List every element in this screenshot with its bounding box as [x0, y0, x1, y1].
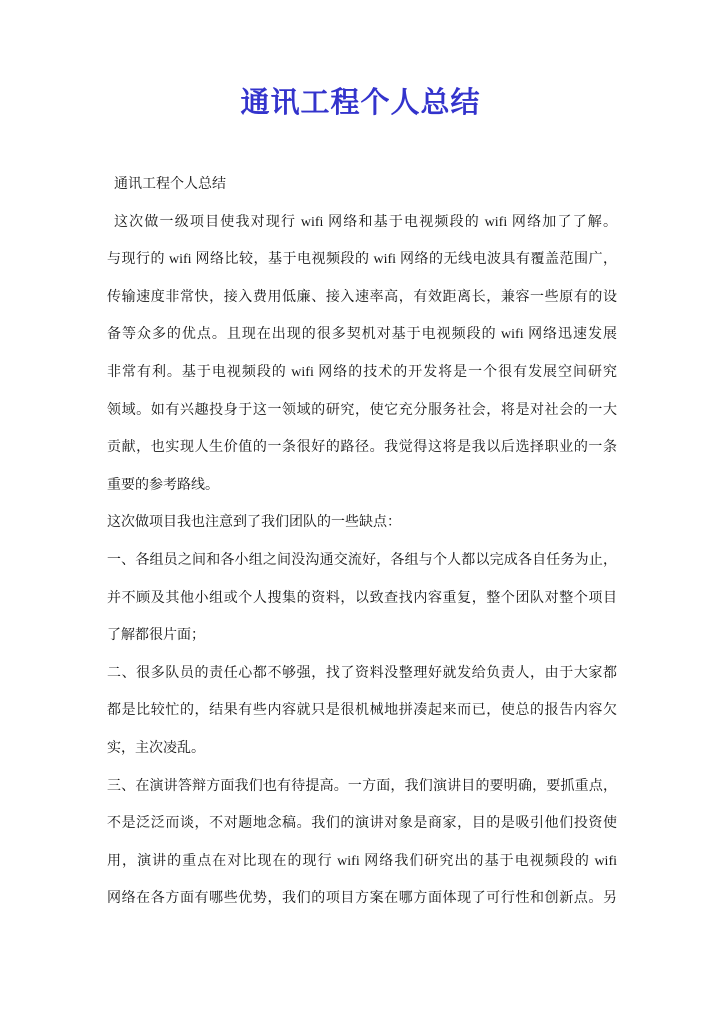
document-body — [107, 166, 617, 918]
text-line: 二、很多队员的责任心都不够强，找了资料没整理好就发给负责人，由于大家都 — [107, 665, 617, 681]
text-line: 重要的参考路线。 — [107, 477, 219, 493]
text-line: 领域。如有兴趣投身于这一领域的研究，使它充分服务社会，将是对社会的一大 — [107, 402, 617, 418]
text-line: 非常有利。基于电视频段的 wifi 网络的技术的开发将是一个很有发展空间研究 — [107, 364, 617, 380]
text-line: 了解都很片面； — [107, 628, 205, 644]
text-line: 三、在演讲答辩方面我们也有待提高。一方面，我们演讲目的要明确，要抓重点， — [107, 778, 617, 794]
text-line: 这次做项目我也注意到了我们团队的一些缺点： — [107, 515, 401, 531]
text-line: 与现行的 wifi 网络比较，基于电视频段的 wifi 网络的无线电波具有覆盖范围广， — [107, 252, 617, 268]
text-line: 都是比较忙的，结果有些内容就只是很机械地拼凑起来而已，使总的报告内容欠 — [107, 703, 617, 719]
text-line: 贡献，也实现人生价值的一条很好的路径。我觉得这将是我以后选择职业的一条 — [107, 440, 617, 456]
text-line: 实，主次凌乱。 — [107, 740, 205, 756]
text-line: 用，演讲的重点在对比现在的现行 wifi 网络我们研究出的基于电视频段的 wifi — [107, 853, 617, 869]
text-line: 一、各组员之间和各小组之间没沟通交流好，各组与个人都以完成各自任务为止， — [107, 552, 617, 568]
document-title: 通讯工程个人总结 — [240, 87, 481, 119]
text-line: 备等众多的优点。且现在出现的很多契机对基于电视频段的 wifi 网络迅速发展 — [107, 327, 617, 343]
text-line: 不是泛泛而谈，不对题地念稿。我们的演讲对象是商家，目的是吸引他们投资使 — [107, 816, 617, 832]
text-line: 并不顾及其他小组或个人搜集的资料，以致查找内容重复，整个团队对整个项目 — [107, 590, 617, 606]
text-line: 这次做一级项目使我对现行 wifi 网络和基于电视频段的 wifi 网络加了了解。 — [114, 214, 617, 230]
text-line: 传输速度非常快，接入费用低廉、接入速率高，有效距离长，兼容一些原有的设 — [107, 289, 617, 305]
text-line: 网络在各方面有哪些优势，我们的项目方案在哪方面体现了可行性和创新点。另 — [107, 891, 617, 907]
text-line: 通讯工程个人总结 — [114, 177, 226, 192]
